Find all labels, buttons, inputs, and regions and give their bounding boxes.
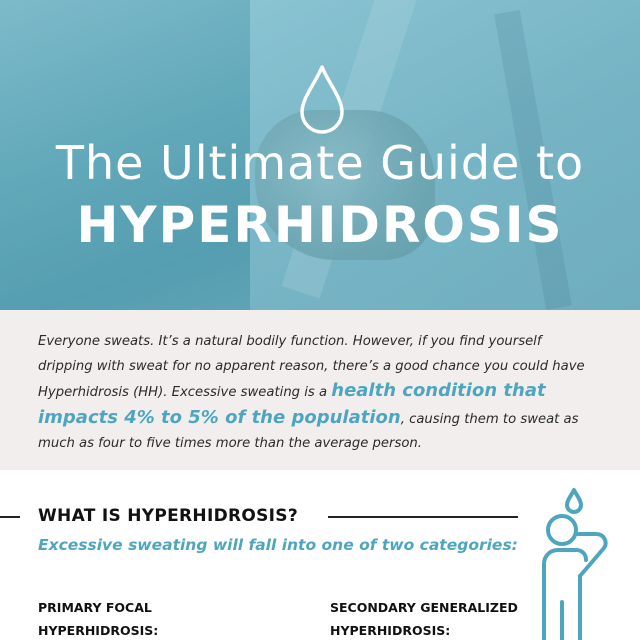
hero-banner (0, 0, 640, 310)
category-secondary-generalized: SECONDARY GENERALIZED HYPERHIDROSIS: (330, 600, 518, 638)
intro-highlight: health condition that impacts 4% to 5% of the population (38, 380, 546, 428)
section-subtitle: Excessive sweating will fall into one of two categories: (38, 536, 518, 554)
intro-section (0, 310, 640, 470)
intro-text-start: Everyone sweats. It’s a natural bodily function. However, if you find yourself dripping with sweat for no apparent reason, there’s a good chance you could have Hyperhidrosis (HH). Excessive sweating is a (38, 334, 585, 400)
section-title: WHAT IS HYPERHIDROSIS? (38, 506, 298, 526)
intro-paragraph (38, 330, 598, 457)
hero-title-line2: HYPERHIDROSIS (76, 196, 564, 254)
hero-title-line1: The Ultimate Guide to (55, 136, 585, 190)
title-rule-left (0, 516, 20, 518)
title-rule-right (328, 516, 518, 518)
water-drop-icon (298, 64, 346, 134)
what-is-section (0, 470, 640, 640)
intro-text-end: , causing them to sweat as much as four to five times more than the average person. (38, 411, 579, 451)
category-primary-focal: PRIMARY FOCAL HYPERHIDROSIS: (38, 600, 159, 638)
